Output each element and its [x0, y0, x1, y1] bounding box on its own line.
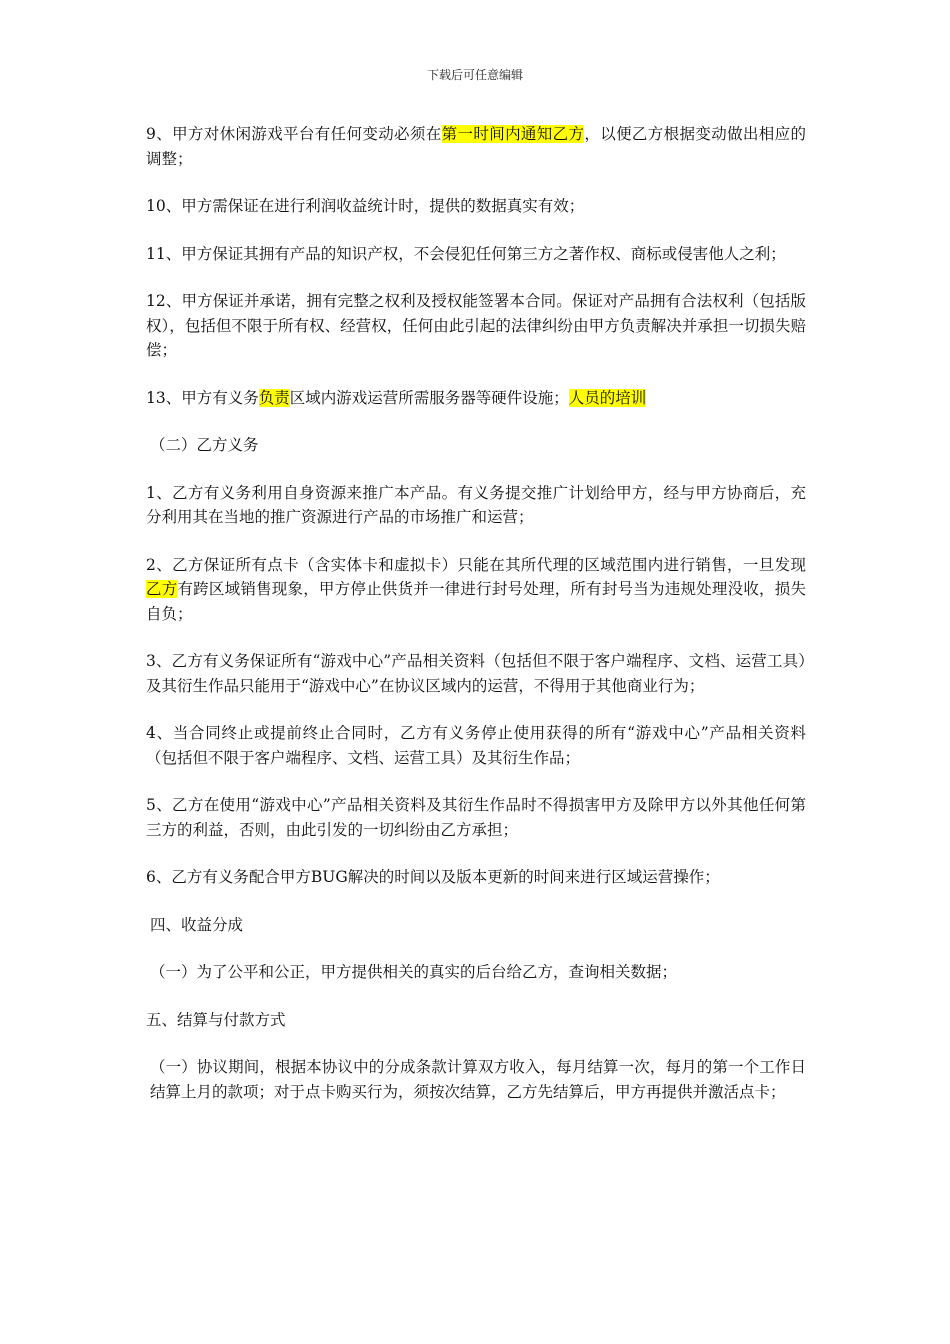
paragraph-text: 2、乙方保证所有点卡（含实体卡和虚拟卡）只能在其所代理的区域范围内进行销售，一旦发现 — [146, 555, 806, 574]
paragraph-s5a — [146, 1055, 806, 1104]
paragraph-text: ，以便乙方根据变动做出相应的调整； — [146, 125, 806, 168]
paragraph-b1 — [146, 481, 806, 530]
paragraph-text: 13、甲方有义务 — [146, 388, 259, 407]
paragraph-b3 — [146, 649, 806, 698]
paragraph-s5 — [146, 1008, 806, 1033]
paragraph-text: 6、乙方有义务配合甲方BUG解决的时间以及版本更新的时间来进行区域运营操作； — [146, 868, 720, 886]
paragraph-b4 — [146, 721, 806, 770]
page-header: 下载后可任意编辑 — [426, 68, 523, 82]
paragraph-text: 区域内游戏运营所需服务器等硬件设施； — [289, 388, 569, 407]
paragraph-text: （二）乙方义务 — [150, 436, 259, 454]
paragraph-s4a — [146, 960, 806, 985]
paragraph-text: （一）协议期间，根据本协议中的分成条款计算双方收入，每月结算一次，每月的第一个工作日结算上月的款项；对于点卡购买行为，须按次结算，乙方先结算后，甲方再提供并激活点卡； — [150, 1058, 806, 1101]
paragraph-s4 — [146, 913, 806, 938]
highlighted-text: 人员的培训 — [568, 388, 647, 407]
paragraph-text: 10、甲方需保证在进行利润收益统计时，提供的数据真实有效； — [146, 197, 585, 215]
paragraph-s2 — [146, 433, 806, 458]
paragraph-text: 有跨区域销售现象，甲方停止供货并一律进行封号处理，所有封号当为违规处理没收，损失自负； — [146, 580, 806, 623]
paragraph-b6 — [146, 865, 806, 890]
paragraph-p10 — [146, 194, 806, 219]
paragraph-text: （一）为了公平和公正，甲方提供相关的真实的后台给乙方，查询相关数据； — [150, 963, 678, 981]
paragraph-text: 五、结算与付款方式 — [146, 1010, 286, 1029]
paragraph-text: 1、乙方有义务利用自身资源来推广本产品。有义务提交推广计划给甲方，经与甲方协商后，充分利用其在当地的推广资源进行产品的市场推广和运营； — [146, 483, 806, 526]
paragraph-text: 3、乙方有义务保证所有“游戏中心”产品相关资料（包括但不限于客户端程序、文档、运营工具）及其衍生作品只能用于“游戏中心”在协议区域内的运营，不得用于其他商业行为； — [146, 652, 806, 695]
paragraph-p11 — [146, 242, 806, 267]
paragraph-p13 — [146, 386, 806, 411]
document-body — [146, 122, 806, 1127]
paragraph-p12 — [146, 289, 806, 363]
paragraph-text: 5、乙方在使用“游戏中心”产品相关资料及其衍生作品时不得损害甲方及除甲方以外其他任何第三方的利益，否则，由此引发的一切纠纷由乙方承担； — [146, 796, 806, 839]
paragraph-b5 — [146, 793, 806, 842]
paragraph-text: 四、收益分成 — [150, 915, 244, 934]
highlighted-text: 第一时间内通知乙方 — [441, 125, 585, 143]
highlighted-text: 负责 — [258, 388, 290, 407]
paragraph-p9 — [146, 122, 806, 171]
paragraph-text: 9、甲方对休闲游戏平台有任何变动必须在 — [146, 125, 442, 143]
paragraph-text: 4、当合同终止或提前终止合同时，乙方有义务停止使用获得的所有“游戏中心”产品相关资料（包括但不限于客户端程序、文档、运营工具）及其衍生作品； — [146, 724, 806, 767]
highlighted-text: 乙方 — [146, 580, 178, 598]
paragraph-text: 11、甲方保证其拥有产品的知识产权，不会侵犯任何第三方之著作权、商标或侵害他人之利； — [146, 244, 786, 263]
paragraph-text: 12、甲方保证并承诺，拥有完整之权利及授权能签署本合同。保证对产品拥有合法权利（包括版权），包括但不限于所有权、经营权，任何由此引起的法律纠纷由甲方负责解决并承担一切损失赔偿； — [146, 292, 806, 359]
paragraph-b2 — [146, 553, 806, 627]
